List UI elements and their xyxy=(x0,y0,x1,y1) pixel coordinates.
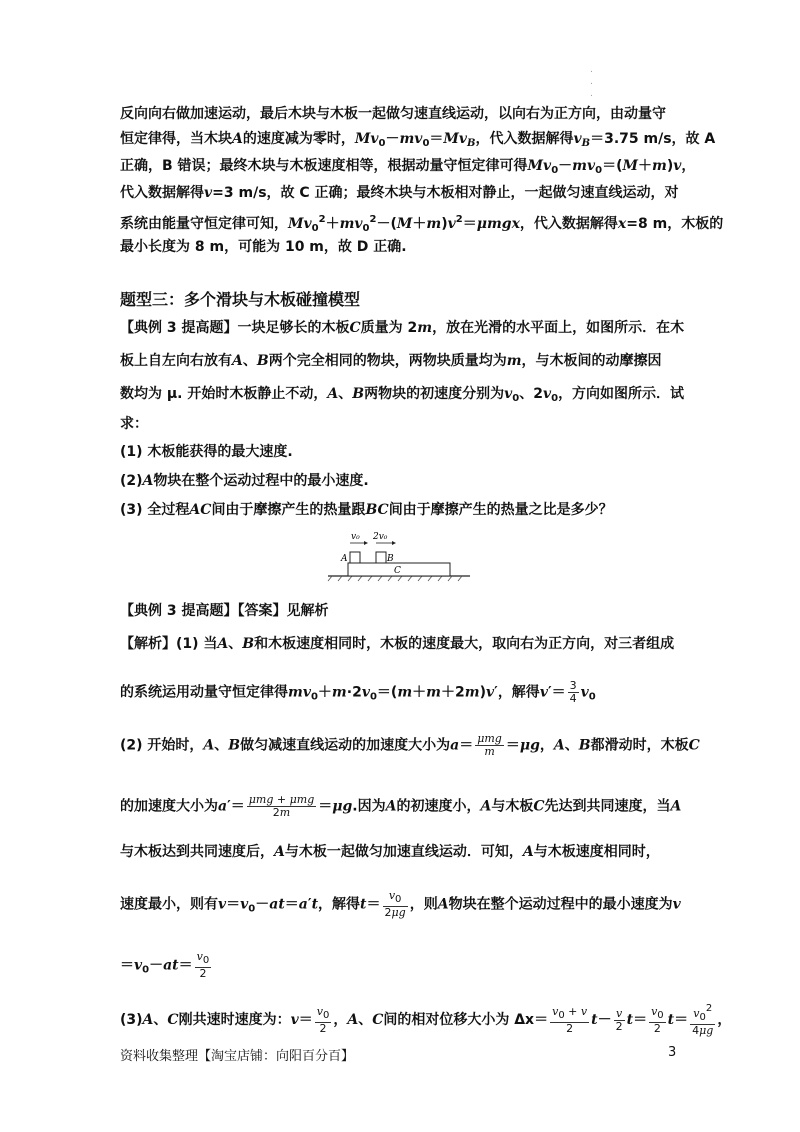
text-line: 速度最小，则有$v=v_0-at=a't$，解得t＝ $\frac{v_0}{2\mu g}$ ，则A物块在整个运动过程中的最小速度为v xyxy=(120,889,681,919)
footer-source: 资料收集整理【淘宝店铺：向阳百分百】 xyxy=(120,1049,355,1064)
question-3: (3) 全过程AC间由于摩擦产生的热量跟BC间由于摩擦产生的热量之比是多少？ xyxy=(120,502,613,518)
answer-tag: 【典例 3 提高题】 xyxy=(120,603,238,619)
text-line: 的系统运用动量守恒定律得$mv_0+m\cdot 2v_0=(m+m+2m)v'$，解得v′＝ $\frac{3}{4}$ $v_0$ xyxy=(120,679,596,705)
fraction: $\frac{v_0}{2}$ xyxy=(196,950,210,980)
text: (2) 开始时， xyxy=(120,737,204,754)
text: ， xyxy=(539,737,554,754)
text: ，解得 xyxy=(318,896,361,913)
text: ， xyxy=(681,158,696,174)
text: (1) 当 xyxy=(176,636,218,652)
text: ，与木板间的动摩擦因 xyxy=(521,353,662,369)
fraction: $\frac{v_0 + v}{2}$ xyxy=(552,1004,588,1035)
text-line xyxy=(120,237,407,257)
ground-hatch xyxy=(328,576,462,581)
text: ，解得 xyxy=(497,684,540,701)
text: 的初速度小， xyxy=(396,798,481,815)
text: (1) 木板能获得的最大速度. xyxy=(120,444,293,460)
section-heading xyxy=(120,290,360,310)
text: 系统由能量守恒定律可知， xyxy=(120,216,288,232)
text: 都滑动时，木板 xyxy=(590,737,689,754)
label-a: A xyxy=(341,554,348,564)
text-line: 数均为 μ. 开始时木板静止不动，A、B两物块的初速度分别为$v_0$、$2v_0$，方向如图所示．试 xyxy=(120,386,685,404)
text-line: 代入数据解得v=3 m/s，故 C 正确；最终木块与木板相对静止，一起做匀速直线运动，对 xyxy=(120,185,679,201)
text: 板上自左向右放有 xyxy=(120,353,232,369)
fraction: $\frac{v}{2}$ xyxy=(615,1006,623,1033)
section-title: 题型三：多个滑块与木板碰撞模型 xyxy=(120,290,361,309)
text: 反向向右做加速运动，最后木块与木板一起做匀速直线运动，以向右为正方向，由动量守 xyxy=(120,106,666,122)
text-line: 【解析】(1) 当A、B和木板速度相同时，木板的速度最大，取向右为正方向，对三者组成 xyxy=(120,636,675,652)
text-line: 板上自左向右放有A、B两个完全相同的物块，两物块质量均为m，与木板间的动摩擦因 xyxy=(120,353,662,369)
text: 求： xyxy=(120,416,148,432)
text: ，方向如图所示．试 xyxy=(558,386,685,402)
text: 刚共速时速度为： xyxy=(178,1012,291,1028)
text: 代入数据解得 xyxy=(120,185,204,201)
text-line: 与木板达到共同速度后，A与木板一起做匀加速直线运动．可知，A与木板速度相同时， xyxy=(120,844,660,860)
text: 先达到共同速度，当 xyxy=(544,798,671,815)
fraction: $\frac{v_0}{2}$ xyxy=(316,1004,330,1035)
text: 做匀减速直线运动的加速度大小为 xyxy=(240,737,451,754)
text: ，代入数据解得 xyxy=(519,216,618,232)
text-line: 恒定律得，当木块A的速度减为零时，$Mv_0-mv_0=Mv_B$，代入数据解得$v_B=3.75$ m/s，故 A xyxy=(120,131,716,149)
text: ，则 xyxy=(409,896,438,913)
label-vb: 2v₀ xyxy=(373,532,388,542)
text: 的系统运用动量守恒定律得 xyxy=(120,684,288,701)
text: 间由于摩擦产生的热量之比是多少？ xyxy=(388,502,613,518)
text: 间的相对位移大小为 Δx＝ xyxy=(383,1012,549,1028)
text: 两物块的初速度分别为 xyxy=(364,386,505,402)
text: ，代入数据解得 xyxy=(475,131,574,147)
text: 、 xyxy=(242,353,257,369)
blocks-diagram xyxy=(320,528,480,584)
answer-header xyxy=(120,601,329,621)
question-1 xyxy=(120,442,293,462)
text: 质量为 2 xyxy=(360,320,418,336)
text-line xyxy=(120,104,666,124)
text-line xyxy=(120,414,148,434)
fraction: $\frac{\text{μmg}}{m}$ xyxy=(477,732,502,758)
fraction: $\frac{3}{4}$ xyxy=(569,679,577,705)
text: 速度最小，则有 xyxy=(120,896,218,913)
text: 间由于摩擦产生的热量跟 xyxy=(211,502,366,518)
fraction: $\frac{v_0^2}{4\mu g}$ xyxy=(692,1003,714,1037)
label-va: v₀ xyxy=(351,532,360,542)
text: 与木板速度相同时， xyxy=(533,844,660,860)
text: 与木板一起做匀加速直线运动．可知， xyxy=(284,844,523,860)
text: 最小长度为 8 m，可能为 10 m，故 D 正确. xyxy=(120,239,407,255)
text: 恒定律得，当木块 xyxy=(120,131,232,147)
text: 3.75 m/s，故 A xyxy=(604,131,716,147)
page-number: 3 xyxy=(668,1045,677,1060)
text: 数均为 μ. 开始时木板静止不动， xyxy=(120,386,328,402)
text-line: (3)A、C刚共速时速度为：v＝ $\frac{v_0}{2}$ ，A、C间的相对位移大小为 Δx＝ $\frac{v_0 + v}{2}$ t－ $\frac{v}{2}$ t＝ $\frac{v_0}{2}$ t＝ $\frac{v_0^2}{4\mu g}$ ， xyxy=(120,1003,732,1037)
text: (3) xyxy=(120,1012,143,1028)
text-line: 【典例 3 提高题】一块足够长的木板C质量为 2m，放在光滑的水平面上，如图所示．在木 xyxy=(120,320,685,336)
text: 和木板速度相同时，木板的速度最大，取向右为正方向，对三者组成 xyxy=(254,636,675,652)
text: 两个完全相同的物块，两物块质量均为 xyxy=(268,353,507,369)
text: 见解析 xyxy=(286,603,329,619)
arrow-b-head xyxy=(392,541,396,545)
text: 物块在整个运动过程中的最小速度. xyxy=(153,473,369,489)
label-c: C xyxy=(394,566,401,576)
analysis-tag: 【解析】 xyxy=(120,636,176,652)
text: 与木板达到共同速度后， xyxy=(120,844,274,860)
question-2: (2)A物块在整个运动过程中的最小速度. xyxy=(120,473,369,489)
text-line: 的加速度大小为a′＝ $\frac{\text{μmg + μmg}}{2m}$ ＝μg.因为A的初速度小，A与木板C先达到共同速度，当A xyxy=(120,793,682,819)
text-line: $=v_0-at=$ $\frac{v_0}{2}$ xyxy=(120,950,210,980)
block-b xyxy=(376,552,386,563)
text: (2) xyxy=(120,473,143,489)
text-line: (2) 开始时，A、B做匀减速直线运动的加速度大小为a＝ $\frac{\text{μmg}}{m}$ ＝μg，A、B都滑动时，木板C xyxy=(120,732,700,758)
fraction: $\frac{v_0}{2}$ xyxy=(651,1004,664,1035)
text: 的速度减为零时， xyxy=(242,131,355,147)
problem-tag: 【典例 3 提高题】 xyxy=(120,320,238,336)
fraction: $\frac{\text{μmg + μmg}}{2m}$ xyxy=(248,793,315,819)
text: ，放在光滑的水平面上，如图所示．在木 xyxy=(432,320,685,336)
text: =3 m/s，故 C 正确；最终木块与木板相对静止，一起做匀速直线运动，对 xyxy=(212,185,679,201)
text: 物块在整个运动过程中的最小速度为 xyxy=(448,896,673,913)
text: .因为 xyxy=(352,798,386,815)
arrow-a-head xyxy=(364,541,368,545)
text: 与木板 xyxy=(491,798,534,815)
text: 正确，B 错误；最终木块与木板速度相等，根据动量守恒定律可得 xyxy=(120,158,528,174)
text: 的加速度大小为 xyxy=(120,798,218,815)
text: =8 m，木板的 xyxy=(626,216,724,232)
label-b: B xyxy=(387,554,394,564)
text-line: 系统由能量守恒定律可知，$Mv_0^2+mv_0^2-(M+m)v^2=\mu mgx$，代入数据解得x=8 m，木板的 xyxy=(120,214,724,234)
text-line: 正确，B 错误；最终木块与木板速度相等，根据动量守恒定律可得$Mv_0-mv_0=(M+m)v$， xyxy=(120,158,696,176)
block-a xyxy=(350,552,360,563)
text: (3) 全过程 xyxy=(120,502,190,518)
corner-marks: . . . xyxy=(590,65,593,99)
fraction: $\frac{v_0}{2\mu g}$ xyxy=(384,889,406,919)
text: 一块足够长的木板 xyxy=(237,320,350,336)
answer-label: 【答案】 xyxy=(237,603,287,619)
